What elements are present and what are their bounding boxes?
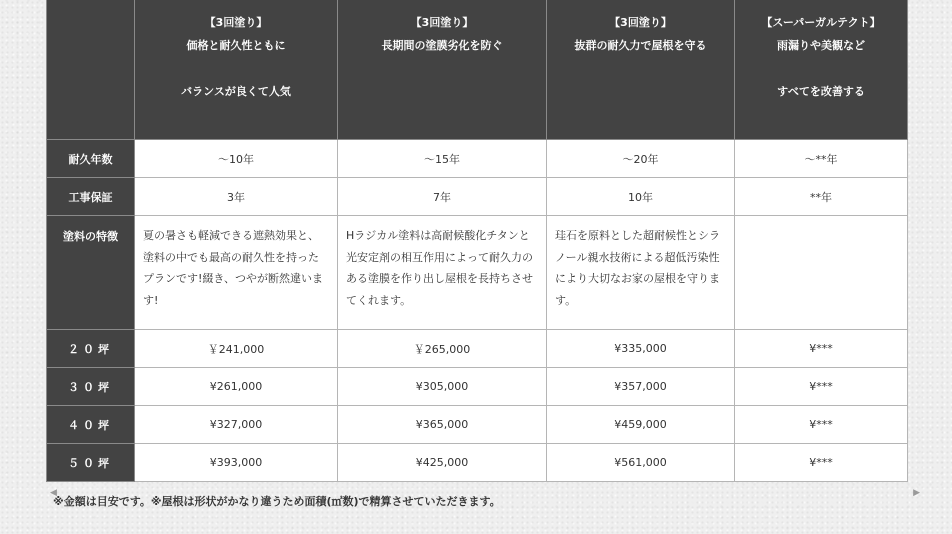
plan-title: 【3回塗り】 価格と耐久性ともに バランスが良くて人気	[181, 16, 291, 98]
feature-description: 夏の暑さも軽減できる遮熱効果と、塗料の中でも最高の耐久性を持ったプランです!綴き、つやが断然違います!	[135, 216, 338, 330]
plan-title: 【スーパーガルテクト】 雨漏りや美観など すべてを改善する	[761, 16, 881, 98]
price-comparison-table-wrapper	[46, 0, 907, 482]
warranty-value: 7年	[338, 178, 547, 216]
price-row-30	[47, 368, 908, 406]
row-label-price: ３０坪	[47, 368, 135, 406]
warranty-value: **年	[735, 178, 908, 216]
price-value: ¥393,000	[135, 444, 338, 482]
price-value: ¥357,000	[547, 368, 735, 406]
row-label-warranty: 工事保証	[47, 178, 135, 216]
price-value: ¥***	[735, 368, 908, 406]
price-value: ￥265,000	[338, 330, 547, 368]
price-value: ¥561,000	[547, 444, 735, 482]
warranty-row	[47, 178, 908, 216]
row-label-price: ５０坪	[47, 444, 135, 482]
corner-cell	[47, 0, 135, 140]
price-value: ¥335,000	[547, 330, 735, 368]
price-value: ¥***	[735, 406, 908, 444]
arrow-right-icon[interactable]: ▶	[913, 488, 920, 498]
price-value: ¥425,000	[338, 444, 547, 482]
price-value: ¥459,000	[547, 406, 735, 444]
warranty-value: 10年	[547, 178, 735, 216]
price-value: ¥305,000	[338, 368, 547, 406]
plan-header-row	[47, 0, 908, 140]
arrow-left-icon[interactable]: ◀	[50, 488, 57, 498]
plan-header-1	[135, 0, 338, 140]
feature-description	[735, 216, 908, 330]
price-row-20	[47, 330, 908, 368]
price-value: ¥261,000	[135, 368, 338, 406]
price-comparison-table	[46, 0, 908, 482]
durability-value: ～15年	[338, 140, 547, 178]
durability-row	[47, 140, 908, 178]
plan-header-3	[547, 0, 735, 140]
pricing-note: ※金額は目安です。※屋根は形状がかなり違うため面積(㎡数)で精算させていただきます。	[53, 495, 501, 508]
plan-header-2	[338, 0, 547, 140]
price-value: ¥327,000	[135, 406, 338, 444]
price-row-40	[47, 406, 908, 444]
plan-header-4	[735, 0, 908, 140]
row-label-price: ４０坪	[47, 406, 135, 444]
row-label-features: 塗料の特徴	[47, 216, 135, 330]
feature-description: Hラジカル塗料は高耐候酸化チタンと光安定剤の相互作用によって耐久力のある塗膜を作り出し屋根を長持ちさせてくれます。	[338, 216, 547, 330]
durability-value: ～**年	[735, 140, 908, 178]
plan-title: 【3回塗り】 抜群の耐久力で屋根を守る	[574, 16, 707, 52]
price-value: ¥***	[735, 330, 908, 368]
feature-description: 珪石を原料とした超耐候性とシラノール親水技術による超低汚染性により大切なお家の屋根を守ります。	[547, 216, 735, 330]
warranty-value: 3年	[135, 178, 338, 216]
price-value: ￥241,000	[135, 330, 338, 368]
durability-value: ～20年	[547, 140, 735, 178]
row-label-durability: 耐久年数	[47, 140, 135, 178]
price-value: ¥***	[735, 444, 908, 482]
durability-value: ～10年	[135, 140, 338, 178]
price-row-50	[47, 444, 908, 482]
price-value: ¥365,000	[338, 406, 547, 444]
features-row	[47, 216, 908, 330]
row-label-price: ２０坪	[47, 330, 135, 368]
plan-title: 【3回塗り】 長期間の塗膜劣化を防ぐ	[381, 16, 503, 52]
